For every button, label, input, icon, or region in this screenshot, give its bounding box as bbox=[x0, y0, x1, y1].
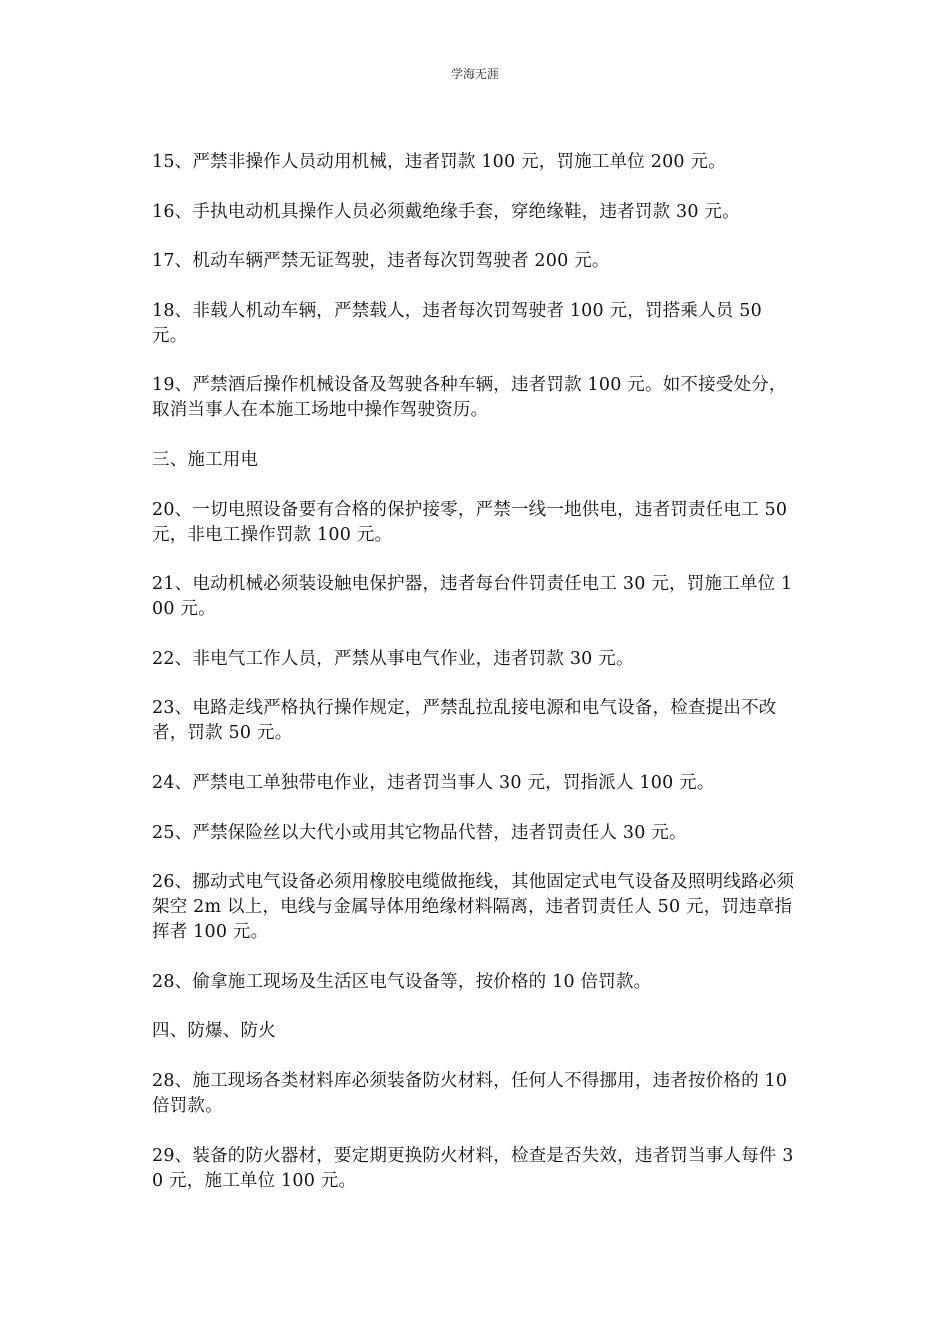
rule-19: 19、严禁酒后操作机械设备及驾驶各种车辆，违者罚款 100 元。如不接受处分，取消当事人在本施工场地中操作驾驶资历。 bbox=[152, 375, 787, 421]
rule-26: 26、挪动式电气设备必须用橡胶电缆做拖线，其他固定式电气设备及照明线路必须架空 2m 以上，电线与金属导体用绝缘材料隔离，违者罚责任人 50 元，罚违章指挥者 100 元。 bbox=[152, 872, 795, 943]
rule-20: 20、一切电照设备要有合格的保护接零，严禁一线一地供电，违者罚责任电工 50 元，非电工操作罚款 100 元。 bbox=[152, 499, 788, 545]
rule-28-fire-materials: 28、施工现场各类材料库必须装备防火材料，任何人不得挪用，违者按价格的 10 倍罚款。 bbox=[152, 1070, 788, 1116]
section-heading-electricity: 三、施工用电 bbox=[152, 449, 259, 470]
rule-22: 22、非电气工作人员，严禁从事电气作业，违者罚款 30 元。 bbox=[152, 648, 634, 669]
rule-25: 25、严禁保险丝以大代小或用其它物品代替，违者罚责任人 30 元。 bbox=[152, 822, 687, 843]
rule-18: 18、非载人机动车辆，严禁载人，违者每次罚驾驶者 100 元，罚搭乘人员 50 元。 bbox=[152, 300, 762, 346]
rule-15: 15、严禁非操作人员动用机械，违者罚款 100 元，罚施工单位 200 元。 bbox=[152, 152, 726, 172]
rule-21: 21、电动机械必须装设触电保护器，违者每台件罚责任电工 30 元，罚施工单位 100 元。 bbox=[152, 574, 793, 620]
rule-24: 24、严禁电工单独带电作业，违者罚当事人 30 元，罚指派人 100 元。 bbox=[152, 772, 715, 793]
page-header: 学海无涯 bbox=[450, 67, 499, 81]
rule-23: 23、电路走线严格执行操作规定，严禁乱拉乱接电源和电气设备，检查提出不改者，罚款 50 元。 bbox=[152, 698, 777, 744]
rule-17: 17、机动车辆严禁无证驾驶，违者每次罚驾驶者 200 元。 bbox=[152, 251, 610, 272]
rule-28-theft: 28、偷拿施工现场及生活区电气设备等，按价格的 10 倍罚款。 bbox=[152, 971, 652, 992]
section-heading-fire: 四、防爆、防火 bbox=[152, 1021, 276, 1042]
document-body bbox=[152, 150, 798, 1218]
rule-29: 29、装备的防火器材，要定期更换防火材料，检查是否失效，违者罚当事人每件 30 元，施工单位 100 元。 bbox=[152, 1145, 794, 1191]
rule-16: 16、手执电动机具操作人员必须戴绝缘手套，穿绝缘鞋，违者罚款 30 元。 bbox=[152, 201, 740, 222]
